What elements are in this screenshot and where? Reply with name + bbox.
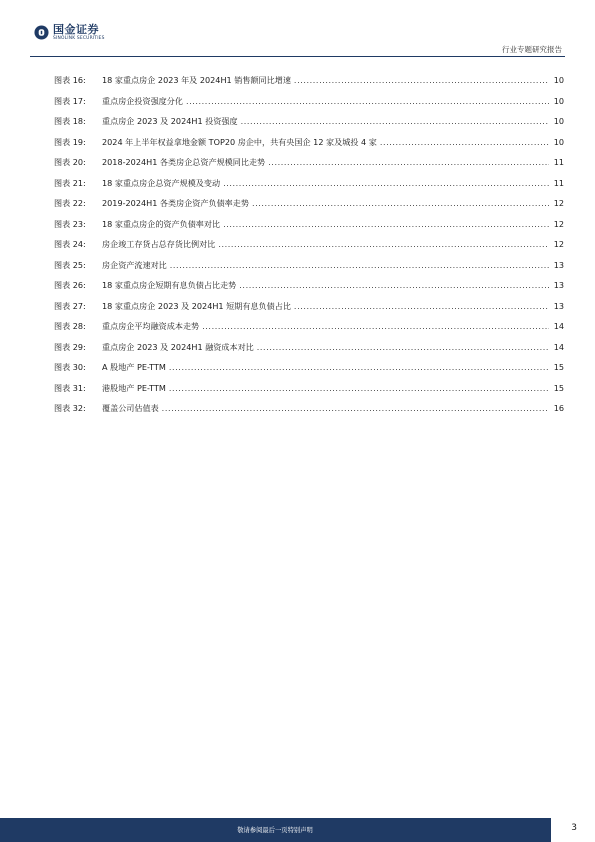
toc-entry[interactable] bbox=[54, 362, 564, 383]
toc-entry[interactable] bbox=[54, 321, 564, 342]
sinolink-logo-icon bbox=[34, 25, 49, 40]
toc-entry-title: 重点房企 2023 及 2024H1 投资强度 bbox=[102, 116, 238, 126]
toc-entry-number: 图表 18: bbox=[54, 116, 86, 126]
toc-entry-page: 10 bbox=[553, 75, 564, 85]
toc-dot-leader bbox=[162, 404, 549, 413]
toc-dot-leader bbox=[218, 240, 549, 249]
toc-entry-page: 15 bbox=[553, 362, 564, 372]
toc-entry[interactable] bbox=[54, 280, 564, 301]
toc-entry-title: 港股地产 PE-TTM bbox=[102, 382, 166, 393]
toc-entry-page: 12 bbox=[553, 239, 564, 249]
toc-entry[interactable] bbox=[54, 260, 564, 281]
toc-entry-number: 图表 24: bbox=[54, 239, 86, 249]
toc-entry[interactable] bbox=[54, 75, 564, 96]
toc-entry-page: 13 bbox=[553, 280, 564, 290]
toc-entry-page: 16 bbox=[553, 403, 564, 413]
toc-entry[interactable] bbox=[54, 178, 564, 199]
toc-entry-title: 2024 年上半年权益拿地金额 TOP20 房企中，共有央国企 12 家及城投 4 家 bbox=[102, 136, 377, 147]
toc-entry-title: 重点房企 2023 及 2024H1 融资成本对比 bbox=[102, 341, 254, 352]
toc-entry-title: 18 家重点房企的资产负债率对比 bbox=[102, 218, 221, 229]
toc-entry-title: 重点房企平均融资成本走势 bbox=[102, 321, 200, 331]
brand-logo bbox=[34, 24, 105, 41]
toc-dot-leader bbox=[239, 281, 549, 290]
toc-dot-leader bbox=[202, 322, 549, 331]
toc-entry-title: A 股地产 PE-TTM bbox=[102, 362, 166, 372]
toc-entry[interactable] bbox=[54, 383, 564, 404]
toc-entry-title: 覆盖公司估值表 bbox=[102, 403, 159, 413]
toc-entry[interactable] bbox=[54, 219, 564, 240]
toc-entry-page: 10 bbox=[553, 95, 564, 106]
page-number: 3 bbox=[571, 823, 577, 833]
toc-entry-title: 18 家重点房企 2023 年及 2024H1 销售额同比增速 bbox=[102, 75, 291, 85]
report-type-label: 行业专题研究报告 bbox=[502, 45, 562, 54]
toc-entry-number: 图表 25: bbox=[54, 259, 86, 270]
toc-entry-title: 重点房企投资强度分化 bbox=[102, 95, 183, 106]
figure-table-of-contents bbox=[54, 75, 564, 424]
toc-entry-page: 12 bbox=[553, 198, 564, 208]
toc-entry-number: 图表 28: bbox=[54, 321, 86, 331]
toc-entry-number: 图表 20: bbox=[54, 157, 86, 167]
page-number-box bbox=[551, 818, 595, 842]
toc-entry[interactable] bbox=[54, 342, 564, 363]
toc-entry-title: 房企竣工存货占总存货比例对比 bbox=[102, 239, 216, 249]
toc-entry[interactable] bbox=[54, 301, 564, 322]
toc-entry-title: 18 家重点房企短期有息负债占比走势 bbox=[102, 280, 237, 290]
toc-dot-leader bbox=[380, 138, 549, 147]
toc-dot-leader bbox=[252, 199, 549, 208]
toc-entry-number: 图表 30: bbox=[54, 362, 86, 372]
toc-dot-leader bbox=[223, 179, 549, 188]
toc-entry-number: 图表 22: bbox=[54, 198, 86, 208]
toc-dot-leader bbox=[241, 117, 549, 126]
toc-entry-title: 2018-2024H1 各类房企总资产规模同比走势 bbox=[102, 157, 266, 167]
toc-entry-title: 房企资产流速对比 bbox=[102, 259, 167, 270]
toc-entry[interactable] bbox=[54, 403, 564, 424]
toc-entry[interactable] bbox=[54, 96, 564, 117]
toc-entry-page: 11 bbox=[553, 157, 564, 167]
toc-entry-page: 13 bbox=[553, 300, 564, 311]
toc-entry-title: 2019-2024H1 各类房企资产负债率走势 bbox=[102, 198, 249, 208]
toc-entry-title: 18 家重点房企总资产规模及变动 bbox=[102, 177, 221, 188]
toc-entry-number: 图表 29: bbox=[54, 341, 86, 352]
brand-name-en: SINOLINK SECURITIES bbox=[53, 36, 105, 41]
toc-entry[interactable] bbox=[54, 198, 564, 219]
brand-name-cn: 国金证券 bbox=[53, 23, 99, 36]
header-divider bbox=[30, 56, 565, 57]
toc-entry-number: 图表 27: bbox=[54, 300, 86, 311]
toc-entry-page: 10 bbox=[553, 116, 564, 126]
toc-entry-number: 图表 21: bbox=[54, 177, 86, 188]
toc-dot-leader bbox=[169, 363, 549, 372]
toc-entry-number: 图表 26: bbox=[54, 280, 86, 290]
page-footer bbox=[0, 818, 595, 842]
toc-entry-page: 12 bbox=[553, 218, 564, 229]
toc-entry-number: 图表 32: bbox=[54, 403, 86, 413]
toc-dot-leader bbox=[223, 220, 549, 229]
toc-entry-number: 图表 31: bbox=[54, 382, 86, 393]
toc-entry-page: 13 bbox=[553, 259, 564, 270]
toc-entry[interactable] bbox=[54, 137, 564, 158]
toc-dot-leader bbox=[186, 97, 549, 106]
toc-entry[interactable] bbox=[54, 116, 564, 137]
toc-entry[interactable] bbox=[54, 239, 564, 260]
toc-entry-number: 图表 19: bbox=[54, 136, 86, 147]
toc-entry-page: 11 bbox=[553, 177, 564, 188]
toc-dot-leader bbox=[268, 158, 549, 167]
toc-entry-page: 14 bbox=[553, 341, 564, 352]
toc-dot-leader bbox=[257, 343, 549, 352]
toc-entry-number: 图表 17: bbox=[54, 95, 86, 106]
toc-dot-leader bbox=[294, 302, 549, 311]
toc-entry-title: 18 家重点房企 2023 及 2024H1 短期有息负债占比 bbox=[102, 300, 291, 311]
toc-entry-number: 图表 16: bbox=[54, 75, 86, 85]
toc-entry[interactable] bbox=[54, 157, 564, 178]
toc-dot-leader bbox=[294, 76, 549, 85]
toc-dot-leader bbox=[170, 261, 549, 270]
toc-entry-number: 图表 23: bbox=[54, 218, 86, 229]
toc-entry-page: 14 bbox=[553, 321, 564, 331]
disclaimer-note: 敬请参阅最后一页特别声明 bbox=[237, 827, 313, 834]
toc-entry-page: 10 bbox=[553, 136, 564, 147]
toc-dot-leader bbox=[169, 384, 549, 393]
toc-entry-page: 15 bbox=[553, 382, 564, 393]
page-header bbox=[0, 0, 595, 62]
